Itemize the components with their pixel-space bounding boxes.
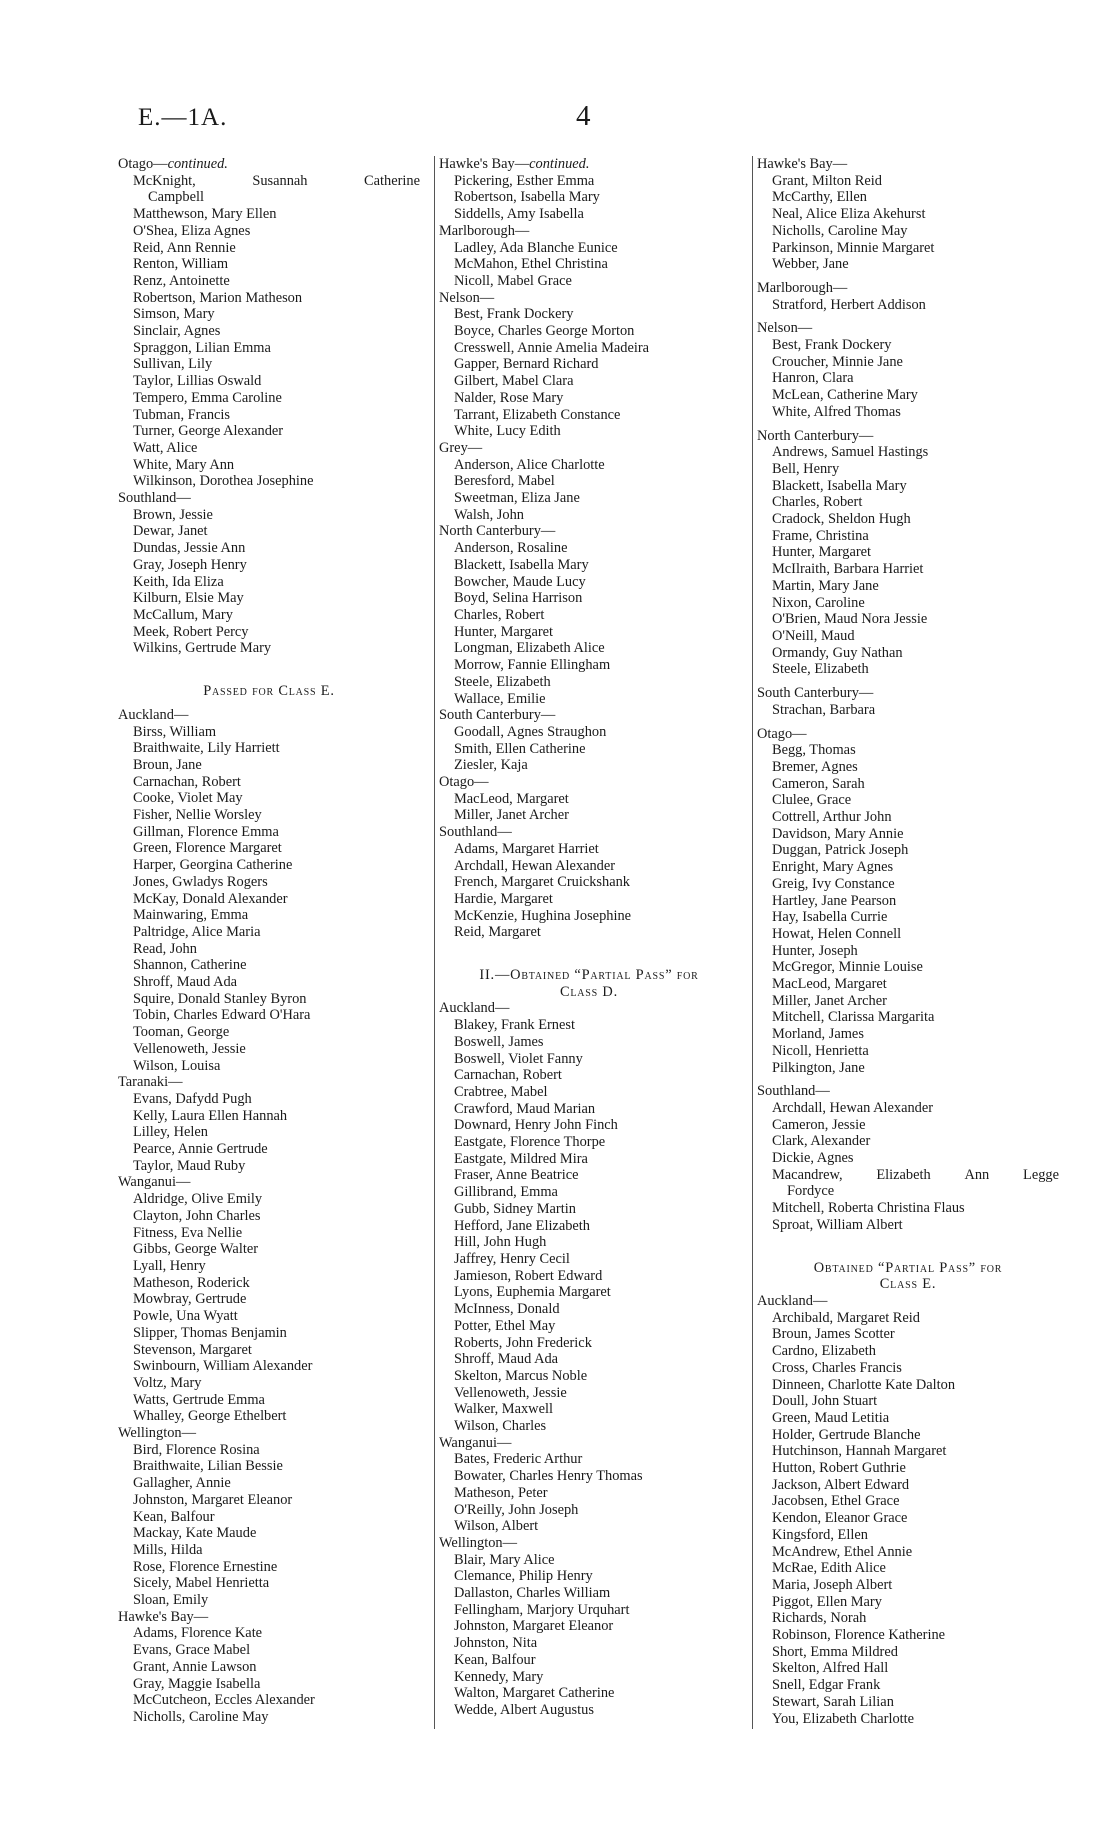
name-entry: Simson, Mary [133, 306, 215, 323]
name-entry: Sinclair, Agnes [133, 323, 221, 340]
name-entry: McCarthy, Ellen [772, 189, 867, 206]
name-entry: Wilkinson, Dorothea Josephine [133, 473, 314, 490]
region-label: Southland— [757, 1083, 830, 1100]
name-entry: Gray, Joseph Henry [133, 556, 247, 573]
name-entry: Meek, Robert Percy [133, 623, 249, 640]
name-entry: McLean, Catherine Mary [772, 387, 918, 404]
name-entry: Tarrant, Elizabeth Constance [454, 406, 621, 423]
name-entry: Boswell, James [454, 1033, 544, 1050]
name-entry: Kennedy, Mary [454, 1668, 544, 1685]
name-entry: Roberts, John Frederick [454, 1334, 592, 1351]
name-entry: Boyd, Selina Harrison [454, 590, 583, 607]
name-entry: Matheson, Peter [454, 1484, 548, 1501]
name-entry: Wilkins, Gertrude Mary [133, 640, 272, 657]
name-entry: Evans, Grace Mabel [133, 1642, 251, 1659]
name-entry: Smith, Ellen Catherine [454, 740, 586, 757]
name-entry: Taylor, Maud Ruby [133, 1157, 246, 1174]
name-entry: Robertson, Isabella Mary [454, 189, 600, 206]
name-entry: Turner, George Alexander [133, 423, 284, 440]
name-entry: Downard, Henry John Finch [454, 1117, 618, 1134]
name-entry: O'Shea, Eliza Agnes [133, 222, 251, 239]
name-entry: Nicholls, Caroline May [133, 1708, 269, 1725]
name-entry: Braithwaite, Lilian Bessie [133, 1458, 283, 1475]
name-entry: Hutchinson, Hannah Margaret [772, 1443, 947, 1460]
name-entry: Shroff, Maud Ada [454, 1351, 559, 1368]
name-entry: Ladley, Ada Blanche Eunice [454, 239, 618, 256]
name-entry: Pickering, Esther Emma [454, 172, 595, 189]
name-entry: Shannon, Catherine [133, 957, 247, 974]
name-entry: Nicoll, Henrietta [772, 1042, 869, 1059]
name-entry: Jamieson, Robert Edward [454, 1267, 603, 1284]
name-entry: Greig, Ivy Constance [772, 875, 895, 892]
region-label: Otago— [439, 774, 489, 791]
name-entry: Martin, Mary Jane [772, 577, 879, 594]
region-label: Wellington— [439, 1534, 517, 1551]
page-header [0, 100, 1114, 140]
name-entry: Tempero, Emma Caroline [133, 389, 282, 406]
name-entry: McKnight, Susannah Catherine [133, 172, 420, 189]
name-entry: Robinson, Florence Katherine [772, 1627, 946, 1644]
name-entry: Carnachan, Robert [454, 1067, 562, 1084]
name-entry: Evans, Dafydd Pugh [133, 1090, 252, 1107]
name-entry: Clark, Alexander [772, 1133, 871, 1150]
name-entry: Tubman, Francis [133, 406, 231, 423]
name-entry: Hanron, Clara [772, 370, 854, 387]
name-entry: Read, John [133, 940, 197, 957]
name-entry: Gallagher, Annie [133, 1475, 231, 1492]
name-entry: Cameron, Jessie [772, 1116, 866, 1133]
name-entry: Cottrell, Arthur John [772, 809, 892, 826]
name-entry: Stratford, Herbert Addison [772, 296, 926, 313]
name-entry: Potter, Ethel May [454, 1317, 556, 1334]
name-entry: Archibald, Margaret Reid [772, 1309, 920, 1326]
region-groups [757, 156, 1059, 1076]
name-entry: Dallaston, Charles William [454, 1585, 611, 1602]
region-label: Nelson— [439, 289, 495, 306]
name-entry: Macandrew, Elizabeth Ann Legge [772, 1166, 1059, 1183]
name-entry: Miller, Janet Archer [454, 807, 569, 824]
name-entry: Kelly, Laura Ellen Hannah [133, 1107, 288, 1124]
name-entry: You, Elizabeth Charlotte [772, 1710, 915, 1727]
region-label: Grey— [439, 439, 483, 456]
name-entry: Fitness, Eva Nellie [133, 1224, 243, 1241]
name-entry: Maria, Joseph Albert [772, 1576, 893, 1593]
name-entry: McIlraith, Barbara Harriet [772, 561, 924, 578]
section-heading: Passed for Class E. [203, 683, 335, 700]
name-entry: MacLeod, Margaret [454, 790, 569, 807]
name-entry: Slipper, Thomas Benjamin [133, 1324, 287, 1341]
name-entry: Archdall, Hewan Alexander [772, 1099, 934, 1116]
name-entry: Pilkington, Jane [772, 1059, 865, 1076]
name-entry: Taylor, Lillias Oswald [133, 373, 262, 390]
name-entry: Watt, Alice [133, 439, 198, 456]
name-entry: Tooman, George [133, 1024, 230, 1041]
name-entry: Holder, Gertrude Blanche [772, 1426, 921, 1443]
name-entry: Hunter, Margaret [772, 544, 872, 561]
name-entry: Mitchell, Clarissa Margarita [772, 1009, 935, 1026]
name-entry: O'Reilly, John Joseph [454, 1501, 579, 1518]
name-entry: Lyons, Euphemia Margaret [454, 1284, 611, 1301]
name-entry: Vellenoweth, Jessie [454, 1384, 567, 1401]
name-entry: Johnston, Margaret Eleanor [454, 1618, 614, 1635]
name-entry: Charles, Robert [772, 494, 863, 511]
name-entry: Cresswell, Annie Amelia Madeira [454, 339, 650, 356]
name-entry: Hartley, Jane Pearson [772, 892, 897, 909]
name-entry: Boyce, Charles George Morton [454, 323, 635, 340]
name-entry: Birss, William [133, 723, 217, 740]
name-entry: Mills, Hilda [133, 1541, 203, 1558]
name-entry: Wilson, Louisa [133, 1057, 221, 1074]
name-entry: Anderson, Rosaline [454, 540, 568, 557]
name-entry: Reid, Ann Rennie [133, 239, 236, 256]
name-entry: Morland, James [772, 1026, 864, 1043]
region-label: Marlborough— [439, 222, 530, 239]
name-entry: Gibbs, George Walter [133, 1241, 258, 1258]
name-entry: Piggot, Ellen Mary [772, 1593, 882, 1610]
column-1 [118, 156, 420, 1726]
name-entry: Kingsford, Ellen [772, 1526, 868, 1543]
name-entry: Bremer, Agnes [772, 758, 858, 775]
region-label: Hawke's Bay— [118, 1608, 209, 1625]
name-entry: Andrews, Samuel Hastings [772, 444, 929, 461]
name-entry: Paltridge, Alice Maria [133, 923, 261, 940]
name-entry: Hefford, Jane Elizabeth [454, 1217, 590, 1234]
name-entry: Squire, Donald Stanley Byron [133, 990, 307, 1007]
name-entry: Cradock, Sheldon Hugh [772, 511, 911, 528]
name-entry: Walton, Margaret Catherine [454, 1685, 615, 1702]
name-entry: McKay, Donald Alexander [133, 890, 288, 907]
section-heading: Class E. [879, 1276, 937, 1293]
name-entry: Dickie, Agnes [772, 1150, 854, 1167]
name-entry: Hunter, Margaret [454, 623, 554, 640]
name-entry: Cross, Charles Francis [772, 1359, 902, 1376]
column-3 [752, 156, 1059, 1729]
name-entry: Jacobsen, Ethel Grace [772, 1493, 900, 1510]
name-entry: Adams, Margaret Harriet [454, 840, 599, 857]
name-entry: Grant, Milton Reid [772, 172, 882, 189]
name-entry: Hill, John Hugh [454, 1234, 547, 1251]
name-entry: MacLeod, Margaret [772, 976, 887, 993]
region-label: North Canterbury— [439, 523, 556, 540]
region-label: North Canterbury— [757, 427, 874, 444]
name-entry: Archdall, Hewan Alexander [454, 857, 616, 874]
section-heading: II.—Obtained “Partial Pass” for [479, 967, 699, 984]
name-list [118, 507, 420, 657]
name-entry: Braithwaite, Lily Harriett [133, 740, 280, 757]
name-entry: Croucher, Minnie Jane [772, 353, 903, 370]
name-list [757, 1200, 1059, 1233]
name-entry: Jackson, Albert Edward [772, 1476, 910, 1493]
name-entry: McAndrew, Ethel Annie [772, 1543, 913, 1560]
name-entry: Walsh, John [454, 506, 524, 523]
name-entry: Hutton, Robert Guthrie [772, 1460, 906, 1477]
name-entry: Renton, William [133, 256, 229, 273]
name-entry: Skelton, Marcus Noble [454, 1367, 588, 1384]
name-entry: Powle, Una Wyatt [133, 1308, 238, 1325]
name-entry: Gray, Maggie Isabella [133, 1675, 261, 1692]
name-entry: Longman, Elizabeth Alice [454, 640, 605, 657]
name-entry: Clayton, John Charles [133, 1207, 261, 1224]
name-entry: Beresford, Mabel [454, 473, 555, 490]
name-entry: Mowbray, Gertrude [133, 1291, 247, 1308]
name-entry: Aldridge, Olive Emily [133, 1191, 263, 1208]
name-entry: Jaffrey, Henry Cecil [454, 1251, 570, 1267]
name-entry: Cardno, Elizabeth [772, 1343, 876, 1360]
name-entry: Dinneen, Charlotte Kate Dalton [772, 1376, 956, 1393]
name-entry: Matheson, Roderick [133, 1274, 250, 1291]
name-entry: Pearce, Annie Gertrude [133, 1141, 268, 1158]
name-entry: Carnachan, Robert [133, 773, 241, 790]
name-entry: Ormandy, Guy Nathan [772, 644, 903, 661]
name-entry: Strachan, Barbara [772, 701, 876, 718]
name-entry: Skelton, Alfred Hall [772, 1660, 889, 1677]
name-entry: Eastgate, Mildred Mira [454, 1150, 588, 1167]
name-entry: Harper, Georgina Catherine [133, 857, 293, 874]
name-entry: Vellenoweth, Jessie [133, 1040, 246, 1057]
name-entry: Brown, Jessie [133, 506, 213, 523]
name-continuation: Fordyce [787, 1183, 835, 1200]
page-number: 4 [576, 100, 591, 132]
name-entry: Matthewson, Mary Ellen [133, 206, 277, 223]
region-label: South Canterbury— [757, 685, 874, 702]
name-entry: Robertson, Marion Matheson [133, 289, 303, 306]
name-entry: Green, Maud Letitia [772, 1409, 890, 1426]
region-groups [439, 173, 739, 941]
name-entry: Wallace, Emilie [454, 690, 546, 707]
name-entry: Gapper, Bernard Richard [454, 356, 599, 373]
region-label: Auckland— [439, 1000, 510, 1017]
region-label: Wanganui— [439, 1434, 512, 1451]
name-entry: Kean, Balfour [454, 1651, 536, 1668]
name-entry: Wilson, Albert [454, 1518, 539, 1535]
name-entry: Eastgate, Florence Thorpe [454, 1134, 606, 1151]
name-entry: Anderson, Alice Charlotte [454, 456, 605, 473]
name-entry: Sweetman, Eliza Jane [454, 490, 580, 507]
name-entry: Nixon, Caroline [772, 594, 865, 611]
region-label: Otago— [757, 725, 807, 742]
name-entry: Best, Frank Dockery [454, 306, 574, 323]
name-entry: Nicoll, Mabel Grace [454, 272, 572, 289]
name-entry: Sproat, William Albert [772, 1216, 903, 1233]
name-entry: Walker, Maxwell [454, 1401, 553, 1418]
name-entry: Adams, Florence Kate [133, 1625, 263, 1642]
name-entry: Bowater, Charles Henry Thomas [454, 1468, 643, 1485]
name-entry: White, Lucy Edith [454, 423, 561, 440]
name-entry: Crawford, Maud Marian [454, 1100, 596, 1117]
name-entry: Siddells, Amy Isabella [454, 206, 584, 223]
name-entry: McMahon, Ethel Christina [454, 256, 608, 273]
region-groups [118, 707, 420, 1726]
name-entry: Bowcher, Maude Lucy [454, 573, 586, 590]
name-entry: Kilburn, Elsie May [133, 590, 244, 607]
name-entry: Clemance, Philip Henry [454, 1568, 593, 1585]
name-entry: Keith, Ida Eliza [133, 573, 224, 590]
section-heading: Class D. [559, 983, 619, 1000]
name-entry: Wilson, Charles [454, 1418, 547, 1435]
name-list [118, 206, 420, 490]
region-label: Marlborough— [757, 279, 848, 296]
name-entry: Clulee, Grace [772, 792, 852, 809]
region-label: South Canterbury— [439, 707, 556, 724]
name-entry: Short, Emma Mildred [772, 1643, 898, 1660]
name-entry: O'Brien, Maud Nora Jessie [772, 611, 928, 628]
name-entry: Best, Frank Dockery [772, 337, 892, 354]
name-entry: O'Neill, Maud [772, 627, 855, 644]
name-entry: Stevenson, Margaret [133, 1341, 252, 1358]
name-entry: Boswell, Violet Fanny [454, 1050, 583, 1067]
name-entry: Steele, Elizabeth [454, 673, 551, 690]
name-entry: Snell, Edgar Frank [772, 1677, 881, 1694]
name-entry: Dundas, Jessie Ann [133, 540, 246, 557]
region-groups [439, 1000, 739, 1718]
name-entry: Begg, Thomas [772, 742, 856, 759]
name-entry: Hay, Isabella Currie [772, 909, 888, 926]
name-entry: White, Alfred Thomas [772, 403, 901, 420]
name-entry: Renz, Antoinette [133, 272, 230, 289]
name-entry: McRae, Edith Alice [772, 1560, 886, 1577]
name-entry: Hunter, Joseph [772, 942, 858, 959]
region-label: Taranaki— [118, 1074, 183, 1091]
name-entry: Nicholls, Caroline May [772, 222, 908, 239]
column-2 [434, 156, 739, 1729]
name-entry: Charles, Robert [454, 606, 545, 623]
name-entry: Blair, Mary Alice [454, 1551, 555, 1568]
name-entry: Hardie, Margaret [454, 890, 553, 907]
name-entry: Swinbourn, William Alexander [133, 1358, 313, 1375]
name-entry: Dewar, Janet [133, 523, 208, 540]
name-entry: Broun, Jane [133, 756, 202, 773]
name-entry: Kendon, Eleanor Grace [772, 1510, 908, 1527]
name-entry: Miller, Janet Archer [772, 992, 887, 1009]
region-label: Hawke's Bay—continued. [439, 156, 590, 172]
name-entry: Ziesler, Kaja [454, 757, 528, 774]
name-entry: Gillibrand, Emma [454, 1184, 558, 1201]
name-entry: Broun, James Scotter [772, 1326, 895, 1343]
name-entry: Bell, Henry [772, 460, 840, 477]
region-label: Southland— [439, 824, 512, 841]
name-entry: Shroff, Maud Ada [133, 974, 238, 991]
name-entry: McCallum, Mary [133, 606, 233, 623]
name-entry: Sullivan, Lily [133, 356, 213, 373]
name-entry: McKenzie, Hughina Josephine [454, 907, 632, 924]
name-entry: Mainwaring, Emma [133, 907, 249, 924]
name-entry: Davidson, Mary Annie [772, 825, 904, 842]
name-entry: Howat, Helen Connell [772, 925, 902, 942]
name-entry: Voltz, Mary [133, 1374, 202, 1391]
name-entry: Tobin, Charles Edward O'Hara [133, 1007, 311, 1024]
name-entry: McGregor, Minnie Louise [772, 959, 923, 976]
name-entry: Cooke, Violet May [133, 790, 243, 807]
name-entry: Grant, Annie Lawson [133, 1658, 257, 1675]
name-entry: McCutcheon, Eccles Alexander [133, 1692, 315, 1709]
name-entry: Enright, Mary Agnes [772, 859, 894, 876]
name-entry: Fellingham, Marjory Urquhart [454, 1601, 630, 1618]
region-label: Wanganui— [118, 1174, 191, 1191]
region-label: Wellington— [118, 1425, 196, 1442]
name-list [757, 1100, 1059, 1167]
section-heading: Obtained “Partial Pass” for [813, 1259, 1003, 1276]
name-entry: Rose, Florence Ernestine [133, 1558, 278, 1575]
name-entry: Goodall, Agnes Straughon [454, 723, 607, 740]
name-entry: Neal, Alice Eliza Akehurst [772, 206, 926, 223]
name-entry: Whalley, George Ethelbert [133, 1408, 287, 1425]
name-entry: Doull, John Stuart [772, 1393, 878, 1410]
name-entry: Reid, Margaret [454, 924, 541, 941]
name-entry: Green, Florence Margaret [133, 840, 282, 857]
name-entry: Crabtree, Mabel [454, 1083, 548, 1100]
name-entry: Spraggon, Lilian Emma [133, 339, 271, 356]
name-entry: Lyall, Henry [133, 1258, 206, 1274]
name-entry: Jones, Gwladys Rogers [133, 873, 268, 890]
name-entry: McInness, Donald [454, 1301, 560, 1318]
name-entry: Mitchell, Roberta Christina Flaus [772, 1200, 965, 1217]
name-entry: Duggan, Patrick Joseph [772, 842, 909, 859]
region-label: Nelson— [757, 320, 813, 337]
name-entry: Nalder, Rose Mary [454, 389, 564, 406]
name-entry: Blackett, Isabella Mary [772, 477, 907, 494]
name-entry: Steele, Elizabeth [772, 661, 869, 678]
name-entry: Gilbert, Mabel Clara [454, 373, 574, 390]
name-entry: Bird, Florence Rosina [133, 1441, 260, 1458]
name-entry: Frame, Christina [772, 527, 869, 544]
name-entry: Johnston, Nita [454, 1635, 538, 1652]
name-entry: Lilley, Helen [133, 1124, 208, 1141]
name-entry: Mackay, Kate Maude [133, 1525, 257, 1542]
region-label: Southland— [118, 490, 191, 507]
region-label: Auckland— [118, 706, 189, 723]
name-entry: Bates, Frederic Arthur [454, 1451, 583, 1468]
name-entry: Fisher, Nellie Worsley [133, 807, 262, 824]
name-entry: Gubb, Sidney Martin [454, 1200, 576, 1217]
name-entry: Kean, Balfour [133, 1508, 215, 1525]
name-entry: French, Margaret Cruickshank [454, 874, 630, 891]
name-entry: Gillman, Florence Emma [133, 823, 279, 840]
name-entry: Wedde, Albert Augustus [454, 1701, 594, 1718]
name-continuation: Campbell [148, 189, 204, 206]
region-label: Otago—continued. [118, 156, 228, 172]
region-label: Auckland— [757, 1293, 828, 1309]
name-entry: White, Mary Ann [133, 456, 235, 473]
document-reference: E.—1A. [138, 104, 228, 131]
name-entry: Parkinson, Minnie Margaret [772, 239, 935, 256]
name-entry: Johnston, Margaret Eleanor [133, 1491, 293, 1508]
name-entry: Fraser, Anne Beatrice [454, 1167, 579, 1184]
name-entry: Webber, Jane [772, 256, 849, 273]
region-label: Hawke's Bay— [757, 156, 848, 172]
name-entry: Richards, Norah [772, 1610, 867, 1627]
name-entry: Morrow, Fannie Ellingham [454, 657, 611, 674]
name-list [757, 1310, 1059, 1728]
name-entry: Watts, Gertrude Emma [133, 1391, 265, 1408]
name-entry: Stewart, Sarah Lilian [772, 1693, 894, 1710]
name-entry: Cameron, Sarah [772, 775, 865, 792]
name-entry: Blakey, Frank Ernest [454, 1017, 575, 1034]
name-entry: Sicely, Mabel Henrietta [133, 1575, 270, 1592]
name-entry: Sloan, Emily [133, 1592, 209, 1609]
name-entry: Blackett, Isabella Mary [454, 556, 589, 573]
